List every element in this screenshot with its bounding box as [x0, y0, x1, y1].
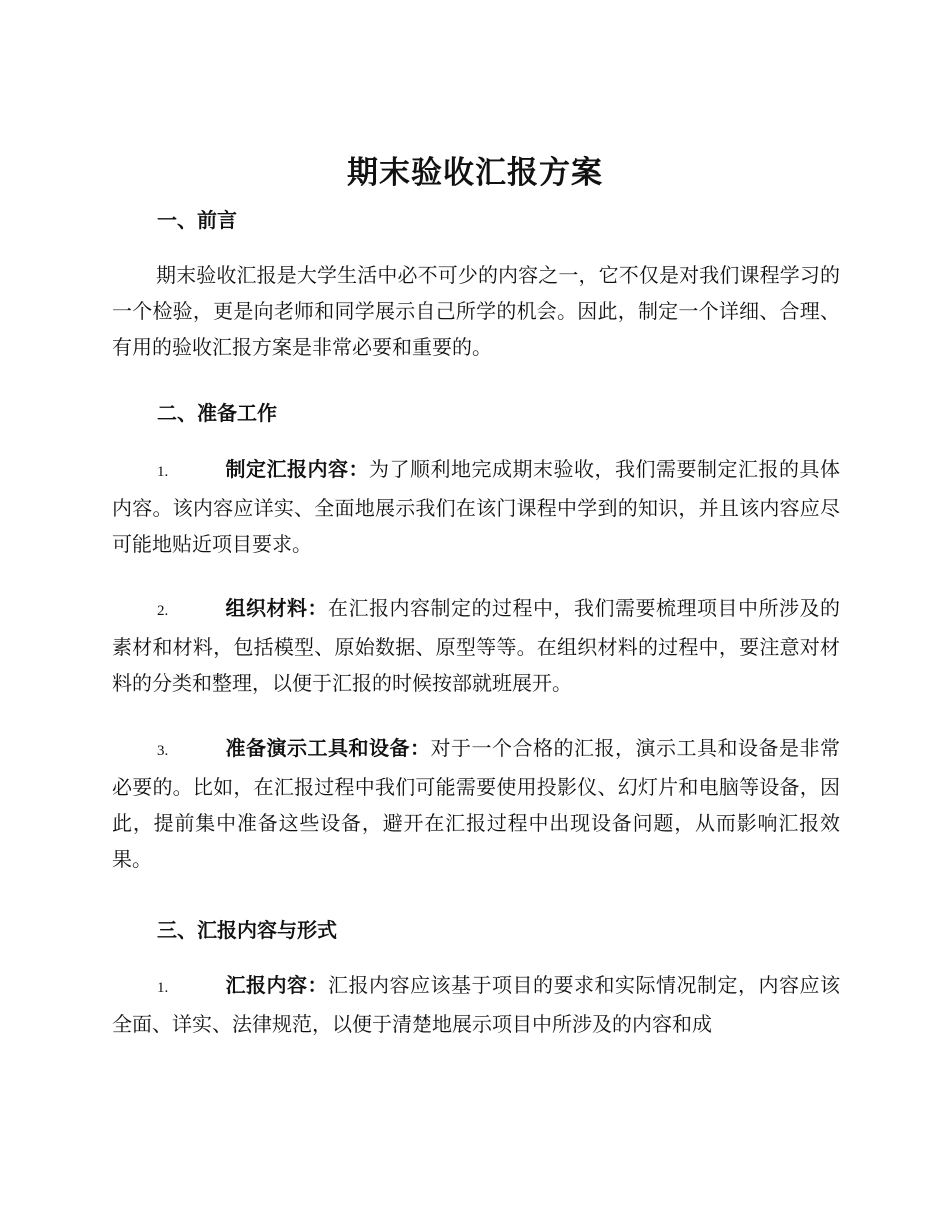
list-item: [112, 730, 840, 877]
list-item-text: 为了顺利地完成期末验收，我们需要制定汇报的具体内容。该内容应详实、全面地展示我们在该门课程中学到的知识，并且该内容应尽可能地贴近项目要求。: [112, 457, 840, 556]
list-item-text: 汇报内容应该基于项目的要求和实际情况制定，内容应该全面、详实、法律规范，以便于清楚地展示项目中所涉及的内容和成: [112, 973, 840, 1036]
list-item: [112, 590, 840, 701]
list-item-number: 2.: [157, 603, 169, 619]
list-item-number: 1.: [157, 980, 169, 996]
list-item-term: 组织材料：: [225, 596, 328, 620]
section-heading-content-format: 三、汇报内容与形式: [157, 918, 337, 942]
document-title: 期末验收汇报方案: [347, 155, 603, 191]
list-item-text: 在汇报内容制定的过程中，我们需要梳理项目中所涉及的素材和材料，包括模型、原始数据、原型等等。在组织材料的过程中，要注意对材料的分类和整理，以便于汇报的时候按部就班展开。: [112, 596, 840, 695]
list-item-number: 3.: [157, 743, 169, 759]
preface-paragraph: 期末验收汇报是大学生活中必不可少的内容之一，它不仅是对我们课程学习的一个检验，更是向老师和同学展示自己所学的机会。因此，制定一个详细、合理、有用的验收汇报方案是非常必要和重要的。: [112, 263, 840, 359]
section-heading-preparation: 二、准备工作: [157, 401, 277, 425]
section-heading-preface: 一、前言: [157, 208, 237, 232]
list-item-term: 制定汇报内容：: [225, 457, 369, 481]
list-item: [112, 451, 840, 562]
list-item-term: 汇报内容：: [225, 973, 328, 997]
list-item-number: 1.: [157, 464, 169, 480]
list-item-term: 准备演示工具和设备：: [225, 736, 431, 760]
list-item: [112, 967, 840, 1042]
list-item-text: 对于一个合格的汇报，演示工具和设备是非常必要的。比如，在汇报过程中我们可能需要使用投影仪、幻灯片和电脑等设备，因此，提前集中准备这些设备，避开在汇报过程中出现设备问题，从而影响汇报效果。: [112, 736, 840, 871]
